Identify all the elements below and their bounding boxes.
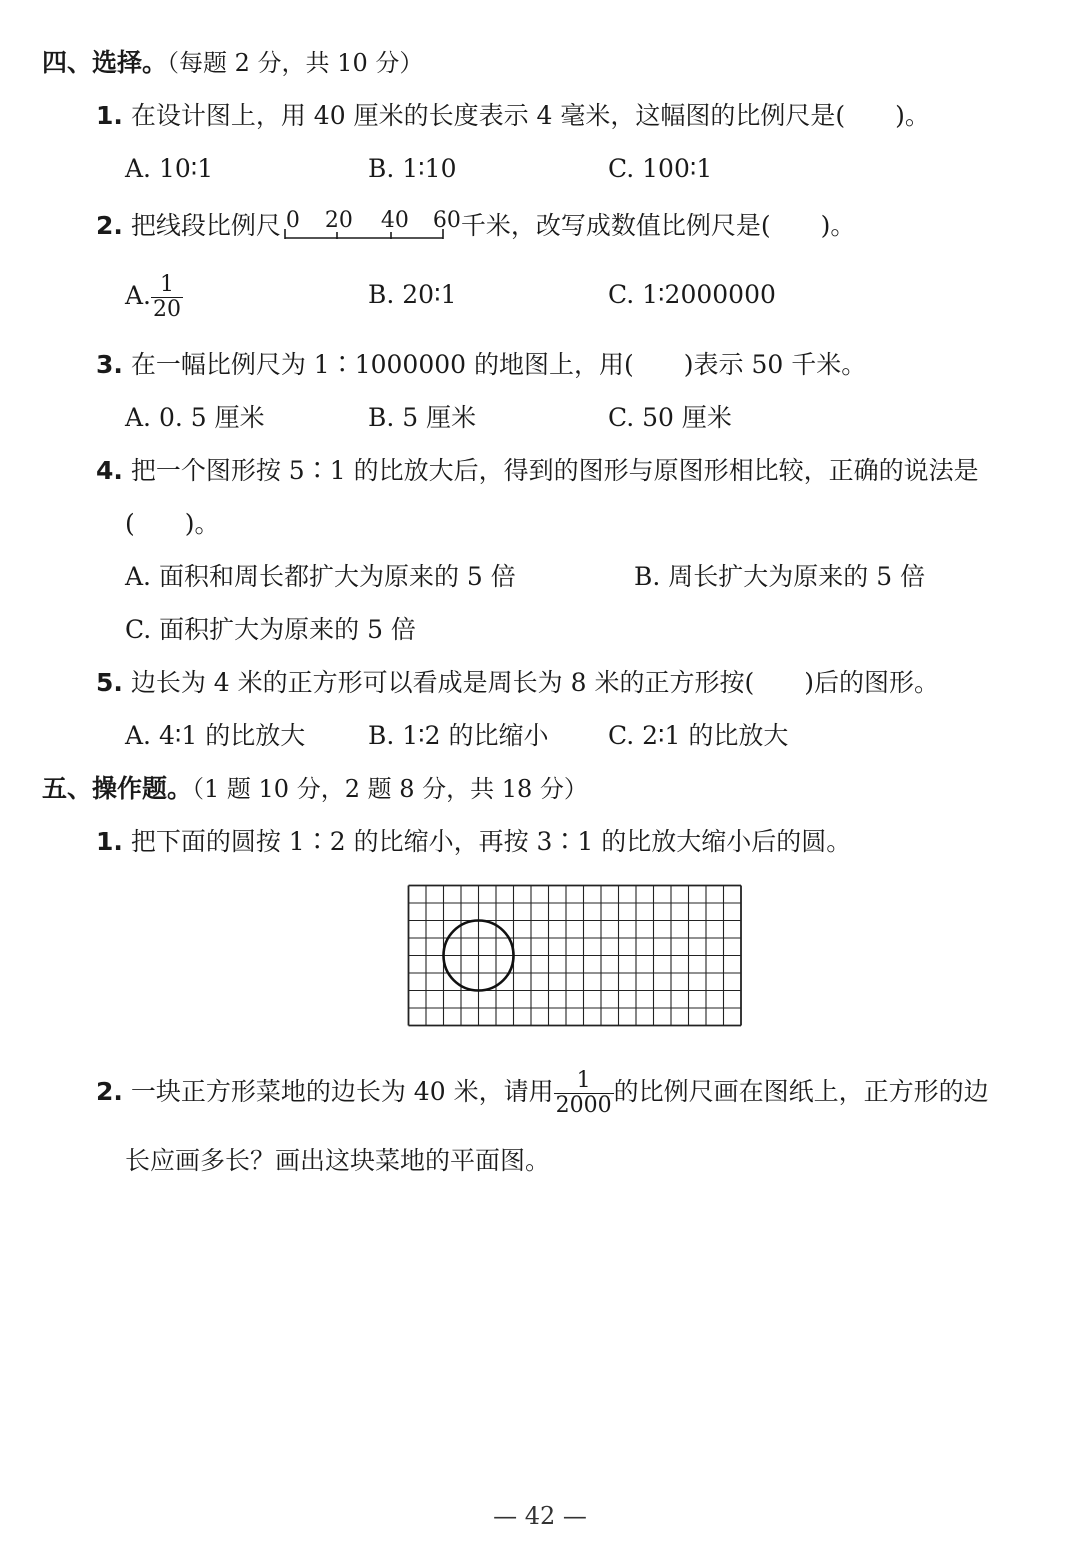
- option-c[interactable]: C. 100∶1: [608, 154, 713, 183]
- question-number: 4.: [96, 456, 123, 485]
- fraction-denominator: 20: [153, 297, 182, 322]
- scale-fraction: [554, 1069, 614, 1118]
- question-4-4: [96, 456, 979, 486]
- section-5-note: （1 题 10 分，2 题 8 分，共 18 分）: [192, 775, 588, 803]
- question-number: 1.: [96, 827, 123, 856]
- section-4-note: （每题 2 分，共 10 分）: [167, 49, 424, 77]
- option-a-prefix: A.: [125, 281, 152, 310]
- fraction-numerator: 1: [554, 1069, 614, 1094]
- option-c[interactable]: C. 50 厘米: [608, 403, 732, 432]
- question-text: 边长为 4 米的正方形可以看成是周长为 8 米的正方形按( )后的图形。: [130, 668, 939, 697]
- option-c[interactable]: C. 面积扩大为原来的 5 倍: [125, 615, 416, 644]
- question-text-before: 把线段比例尺: [130, 211, 281, 240]
- line-scale-bar: [283, 207, 461, 245]
- option-c[interactable]: C. 1∶2000000: [608, 280, 776, 309]
- option-a[interactable]: A. 4∶1 的比放大: [125, 721, 306, 750]
- option-a-fraction: [151, 273, 183, 322]
- section-5-header: [42, 774, 588, 804]
- scale-label-20: 20: [324, 207, 353, 233]
- scale-label-0: 0: [285, 207, 300, 233]
- question-number: 2.: [96, 1077, 123, 1106]
- question-5-2: [96, 1064, 989, 1120]
- question-text-after: 的比例尺画在图纸上，正方形的边: [613, 1077, 989, 1106]
- option-b[interactable]: B. 周长扩大为原来的 5 倍: [634, 562, 926, 591]
- scale-label-60: 60: [432, 207, 461, 233]
- option-b[interactable]: B. 1∶2 的比缩小: [368, 721, 549, 750]
- section-5-title: 五、操作题。: [42, 774, 193, 803]
- question-text-after: 千米，改写成数值比例尺是( )。: [460, 211, 856, 240]
- question-text-cont: ( )。: [125, 509, 220, 538]
- question-number: 3.: [96, 350, 123, 379]
- question-5-1: [96, 827, 851, 857]
- question-text: 在一幅比例尺为 1∶1000000 的地图上，用( )表示 50 千米。: [130, 350, 867, 379]
- section-4-header: [42, 48, 423, 78]
- fraction-numerator: 1: [151, 273, 183, 298]
- option-a[interactable]: A. 0. 5 厘米: [125, 403, 265, 432]
- option-a[interactable]: A. 面积和周长都扩大为原来的 5 倍: [125, 562, 516, 591]
- grid-with-circle: [407, 884, 745, 1030]
- question-text-before: 一块正方形菜地的边长为 40 米，请用: [130, 1077, 554, 1106]
- question-number: 1.: [96, 101, 123, 130]
- scale-label-40: 40: [380, 207, 409, 233]
- option-b[interactable]: B. 1∶10: [368, 154, 457, 183]
- option-a[interactable]: A. 10∶1: [125, 154, 214, 183]
- option-b[interactable]: B. 5 厘米: [368, 403, 477, 432]
- option-b[interactable]: B. 20∶1: [368, 280, 457, 309]
- option-a[interactable]: [125, 268, 183, 324]
- drawing-grid[interactable]: [407, 884, 745, 1034]
- question-4-1: [96, 101, 930, 131]
- question-4-3: [96, 350, 866, 380]
- section-4-title: 四、选择。: [42, 48, 168, 77]
- question-4-5: [96, 668, 939, 698]
- question-number: 2.: [96, 211, 123, 240]
- page-number: — 42 —: [493, 1502, 587, 1530]
- option-c[interactable]: C. 2∶1 的比放大: [608, 721, 789, 750]
- question-text: 在设计图上，用 40 厘米的长度表示 4 毫米，这幅图的比例尺是( )。: [130, 101, 930, 130]
- fraction-denominator: 2000: [555, 1093, 612, 1118]
- question-text: 把一个图形按 5∶1 的比放大后，得到的图形与原图形相比较，正确的说法是: [130, 456, 979, 485]
- question-number: 5.: [96, 668, 123, 697]
- question-4-2: [96, 207, 855, 245]
- question-text-cont: 长应画多长？画出这块菜地的平面图。: [125, 1146, 551, 1175]
- question-text: 把下面的圆按 1∶2 的比缩小，再按 3∶1 的比放大缩小后的圆。: [130, 827, 852, 856]
